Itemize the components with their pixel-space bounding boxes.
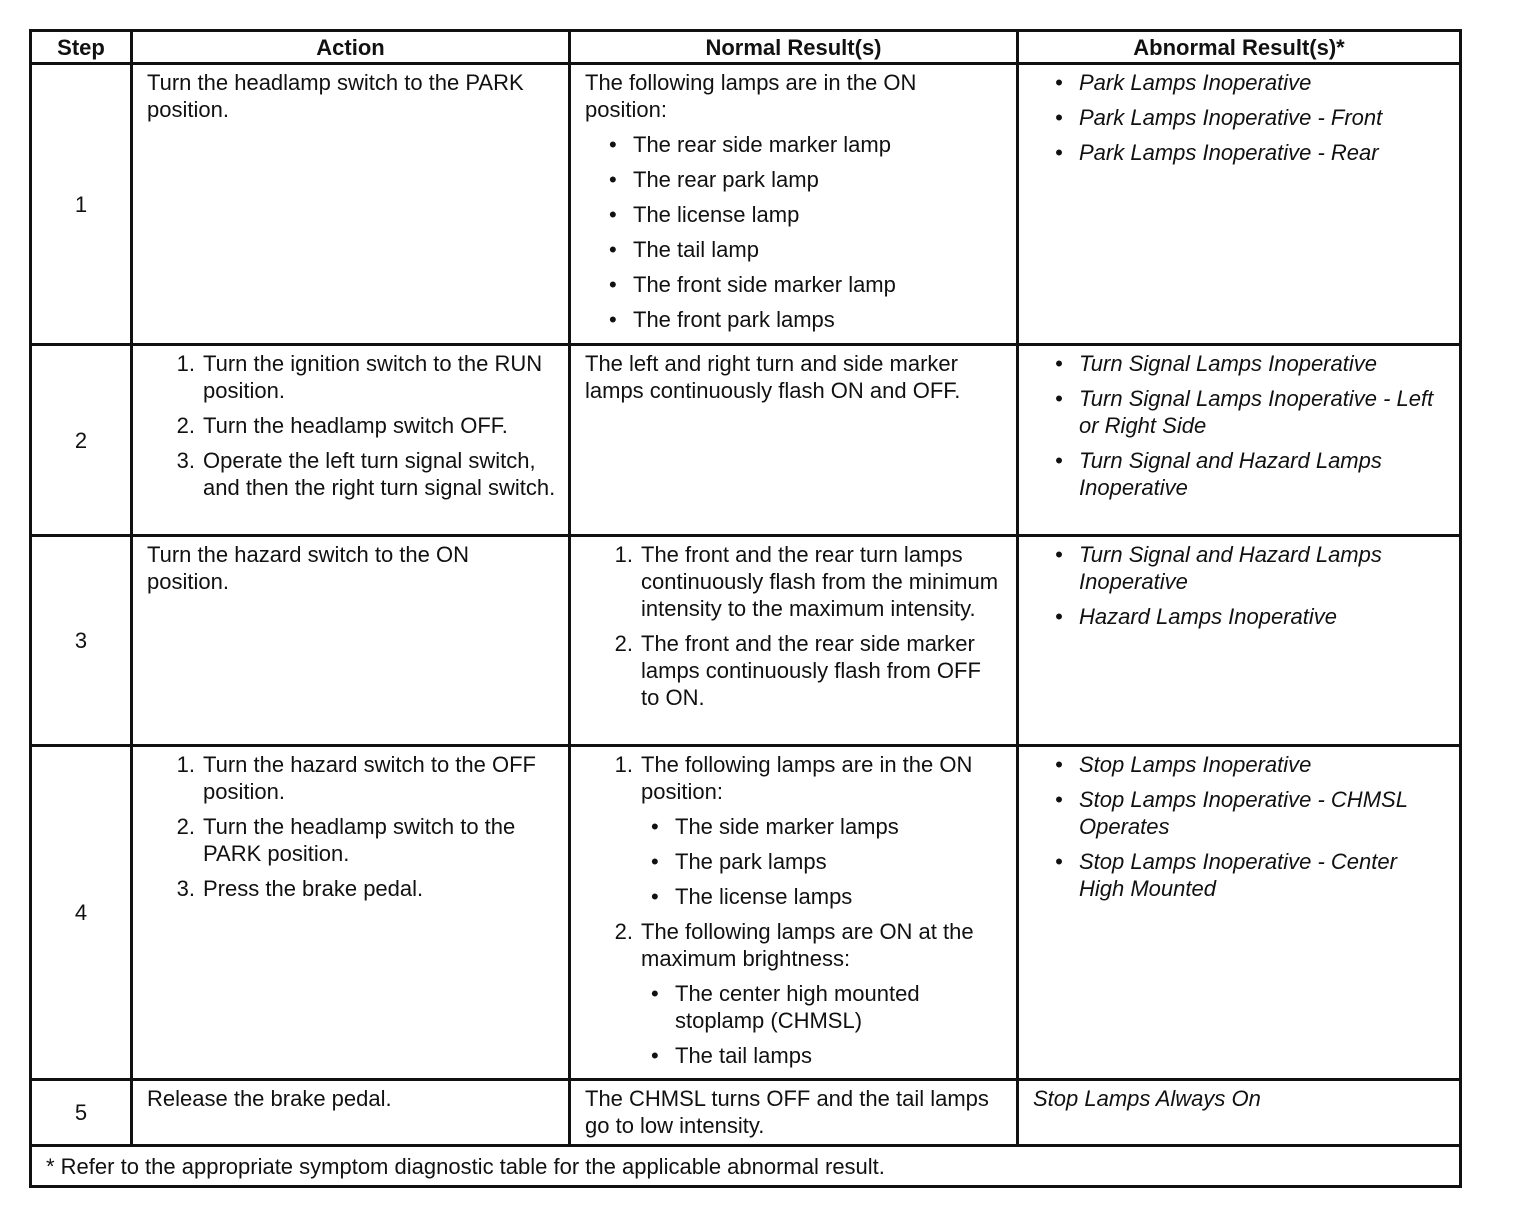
list-item: • The rear side marker lamp — [609, 131, 1004, 158]
list-item: • Stop Lamps Inoperative — [1055, 751, 1447, 778]
step-number: 2 — [31, 345, 132, 536]
list-item: • Park Lamps Inoperative - Rear — [1055, 139, 1447, 166]
abnormal-result-cell — [1018, 1080, 1461, 1146]
item-text: Turn the ignition switch to the RUN position. — [203, 351, 543, 403]
item-number: 3. — [176, 448, 195, 473]
list-item: • Stop Lamps Inoperative - Center High Mounted — [1055, 848, 1447, 902]
footnote: * Refer to the appropriate symptom diagnostic table for the applicable abnormal result. — [31, 1146, 1461, 1187]
table-row — [31, 1080, 1461, 1146]
list-item: • The license lamps — [651, 883, 1004, 910]
item-text: The front and the rear side marker lamps continuously flash from OFF to ON. — [641, 631, 981, 710]
list-item — [167, 813, 556, 867]
item-number: 1. — [614, 752, 633, 777]
list-item — [605, 630, 1004, 711]
list-item: • The side marker lamps — [651, 813, 1004, 840]
list-item: • Park Lamps Inoperative - Front — [1055, 104, 1447, 131]
list-item — [167, 447, 556, 501]
action-cell — [132, 746, 570, 1080]
normal-result-text: The left and right turn and side marker lamps continuously flash ON and OFF. — [585, 351, 961, 403]
item-number: 1. — [614, 542, 633, 567]
normal-result-cell — [570, 64, 1018, 345]
diagnostic-table — [29, 29, 1462, 1188]
item-number: 1. — [176, 351, 195, 376]
list-item — [605, 751, 1004, 910]
normal-result-text: The CHMSL turns OFF and the tail lamps go to low intensity. — [585, 1086, 989, 1138]
item-number: 2. — [176, 814, 195, 839]
item-text: Operate the left turn signal switch, and then the right turn signal switch. — [203, 448, 556, 500]
header-action: Action — [132, 31, 570, 64]
list-item: • The tail lamps — [651, 1042, 1004, 1069]
step-number: 3 — [31, 536, 132, 746]
item-text: The front and the rear turn lamps continuously flash from the minimum intensity to the maximum intensity. — [641, 542, 999, 621]
abnormal-result-text: Stop Lamps Always On — [1033, 1086, 1261, 1111]
list-item: • The license lamp — [609, 201, 1004, 228]
table-row — [31, 536, 1461, 746]
action-steps — [147, 350, 556, 501]
item-number: 2. — [176, 413, 195, 438]
list-item — [167, 412, 556, 439]
list-item: • The center high mounted stoplamp (CHMSL) — [651, 980, 1004, 1034]
item-text: Press the brake pedal. — [203, 876, 424, 901]
list-item: • Hazard Lamps Inoperative — [1055, 603, 1447, 630]
action-cell — [132, 64, 570, 345]
abnormal-result-cell — [1018, 536, 1461, 746]
list-item: • The front park lamps — [609, 306, 1004, 333]
normal-result-cell — [570, 746, 1018, 1080]
abnormal-result-list — [1033, 751, 1447, 902]
step-number: 1 — [31, 64, 132, 345]
list-item: • Stop Lamps Inoperative - CHMSL Operates — [1055, 786, 1447, 840]
abnormal-result-list — [1033, 350, 1447, 501]
list-item: • The tail lamp — [609, 236, 1004, 263]
list-item: • Turn Signal Lamps Inoperative — [1055, 350, 1447, 377]
abnormal-result-list — [1033, 541, 1447, 630]
sub-list — [641, 980, 1004, 1069]
normal-result-steps — [585, 751, 1004, 1069]
normal-result-cell — [570, 345, 1018, 536]
list-item: • Park Lamps Inoperative — [1055, 69, 1447, 96]
abnormal-result-cell — [1018, 64, 1461, 345]
normal-result-steps — [585, 541, 1004, 711]
table-row — [31, 746, 1461, 1080]
list-item: • Turn Signal Lamps Inoperative - Left or Right Side — [1055, 385, 1447, 439]
action-steps — [147, 751, 556, 902]
list-item — [605, 918, 1004, 1069]
list-item: • Turn Signal and Hazard Lamps Inoperative — [1055, 447, 1447, 501]
item-number: 2. — [614, 919, 633, 944]
item-number: 1. — [176, 752, 195, 777]
action-cell — [132, 345, 570, 536]
list-item — [167, 751, 556, 805]
abnormal-result-cell — [1018, 746, 1461, 1080]
action-cell — [132, 536, 570, 746]
action-text: Turn the headlamp switch to the PARK position. — [147, 70, 524, 122]
item-number: 2. — [614, 631, 633, 656]
header-step: Step — [31, 31, 132, 64]
item-text: Turn the headlamp switch OFF. — [203, 413, 508, 438]
normal-result-cell — [570, 1080, 1018, 1146]
sub-list — [641, 813, 1004, 910]
list-item: • The park lamps — [651, 848, 1004, 875]
header-normal-results: Normal Result(s) — [570, 31, 1018, 64]
action-text: Release the brake pedal. — [147, 1086, 392, 1111]
item-text: Turn the headlamp switch to the PARK position. — [203, 814, 516, 866]
step-number: 4 — [31, 746, 132, 1080]
action-cell — [132, 1080, 570, 1146]
item-text: Turn the hazard switch to the OFF position. — [203, 752, 536, 804]
action-text: Turn the hazard switch to the ON position. — [147, 542, 469, 594]
normal-result-text: The following lamps are in the ON position: — [585, 70, 917, 122]
header-abnormal-results: Abnormal Result(s)* — [1018, 31, 1461, 64]
footnote-row — [31, 1146, 1461, 1187]
table-row — [31, 345, 1461, 536]
abnormal-result-list — [1033, 69, 1447, 166]
abnormal-result-cell — [1018, 345, 1461, 536]
list-item: • Turn Signal and Hazard Lamps Inoperative — [1055, 541, 1447, 595]
normal-result-cell — [570, 536, 1018, 746]
item-text: The following lamps are ON at the maximum brightness: — [641, 919, 974, 971]
list-item: • The front side marker lamp — [609, 271, 1004, 298]
item-text: The following lamps are in the ON position: — [641, 752, 973, 804]
header-row — [31, 31, 1461, 64]
table-row — [31, 64, 1461, 345]
list-item — [167, 350, 556, 404]
normal-result-list — [585, 131, 1004, 333]
list-item: • The rear park lamp — [609, 166, 1004, 193]
list-item — [167, 875, 556, 902]
item-number: 3. — [176, 876, 195, 901]
step-number: 5 — [31, 1080, 132, 1146]
list-item — [605, 541, 1004, 622]
